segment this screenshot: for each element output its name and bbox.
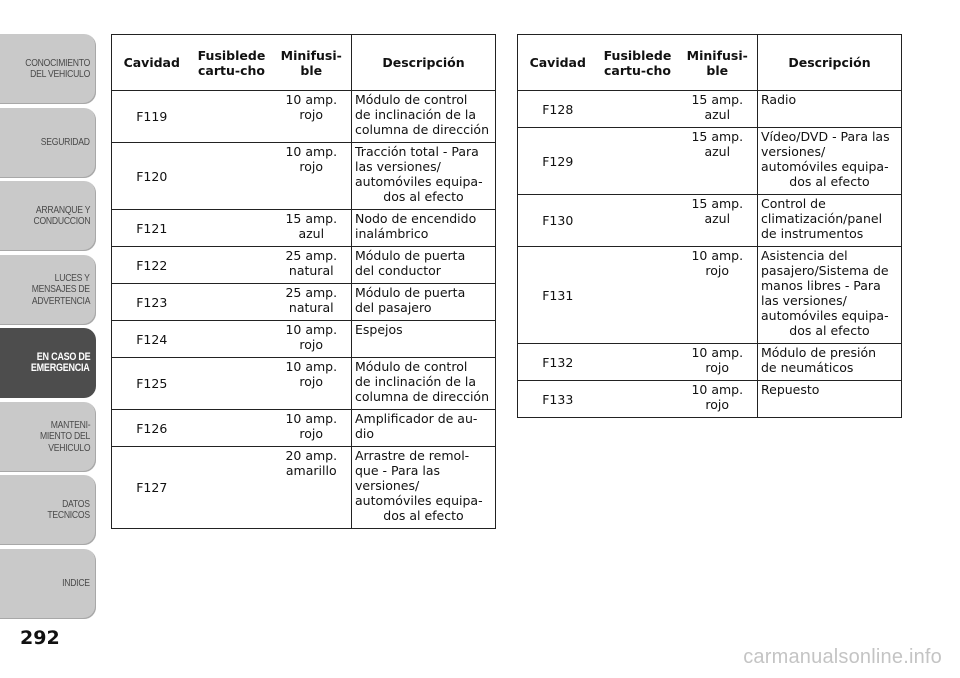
desc-line: manos libres - Para <box>761 278 881 293</box>
cell-cavidad: F123 <box>112 284 192 321</box>
tab-label: DEL VEHICULO <box>30 68 90 80</box>
desc-line: Control de <box>761 196 826 211</box>
cell-minifusible <box>272 410 352 447</box>
table-row <box>112 358 496 410</box>
cell-cavidad: F119 <box>112 91 192 143</box>
amp-line: 10 amp. <box>691 345 744 360</box>
desc-line: automóviles equipa- <box>355 174 483 189</box>
amp-line: rojo <box>299 159 324 174</box>
desc-line: Vídeo/DVD - Para las <box>761 129 890 144</box>
cell-fusible <box>598 344 678 381</box>
tab-label: INDICE <box>62 577 90 590</box>
cell-cavidad: F122 <box>112 247 192 284</box>
amp-rating <box>275 448 349 478</box>
cell-descripcion <box>758 247 902 344</box>
desc-line: de inclinación de la <box>355 107 477 122</box>
tab-indice[interactable] <box>0 549 96 619</box>
desc-line: Nodo de encendido <box>355 211 477 226</box>
amp-line: rojo <box>299 426 324 441</box>
amp-line: 10 amp. <box>691 382 744 397</box>
desc-line: Asistencia del <box>761 248 848 263</box>
tab-label: EMERGENCIA <box>31 362 90 374</box>
amp-line: azul <box>704 144 731 159</box>
tab-conocimiento-del-vehiculo[interactable] <box>0 34 96 104</box>
tab-label: LUCES Y <box>55 271 90 284</box>
cell-cavidad: F128 <box>518 91 598 128</box>
table-row <box>518 128 902 195</box>
cell-fusible <box>192 284 272 321</box>
table-row <box>518 91 902 128</box>
amp-line: rojo <box>705 263 730 278</box>
desc-line: Arrastre de remol- <box>355 448 470 463</box>
desc-line: columna de dirección <box>355 389 489 404</box>
cell-fusible <box>598 91 678 128</box>
cell-fusible <box>192 410 272 447</box>
table-row <box>112 447 496 529</box>
desc-line: Radio <box>761 92 797 107</box>
cell-descripcion <box>352 447 496 529</box>
cell-fusible <box>192 210 272 247</box>
amp-rating <box>275 322 349 352</box>
cell-minifusible <box>678 247 758 344</box>
tab-label: CONOCIMIENTO <box>25 56 90 69</box>
amp-line: 15 amp. <box>285 211 338 226</box>
amp-rating <box>681 345 755 375</box>
tab-seguridad[interactable] <box>0 108 96 178</box>
amp-line: 10 amp. <box>285 92 338 107</box>
amp-rating <box>275 359 349 389</box>
cell-cavidad: F130 <box>518 195 598 247</box>
cell-minifusible <box>272 210 352 247</box>
desc-line: Módulo de presión <box>761 345 877 360</box>
table-header-row <box>112 35 496 91</box>
amp-line: azul <box>704 211 731 226</box>
cell-descripcion <box>352 410 496 447</box>
cell-descripcion <box>352 210 496 247</box>
cell-minifusible <box>272 91 352 143</box>
amp-rating <box>275 92 349 122</box>
desc-line: versiones/ <box>761 144 826 159</box>
desc-line: automóviles equipa- <box>761 308 889 323</box>
amp-line: rojo <box>299 374 324 389</box>
amp-rating <box>681 382 755 412</box>
cell-descripcion <box>758 344 902 381</box>
cell-cavidad: F129 <box>518 128 598 195</box>
watermark: carmanualsonline.info <box>743 646 942 668</box>
cell-minifusible <box>272 358 352 410</box>
cell-minifusible <box>272 143 352 210</box>
table-row <box>112 91 496 143</box>
cell-cavidad: F126 <box>112 410 192 447</box>
cell-cavidad: F125 <box>112 358 192 410</box>
amp-line: 20 amp. <box>285 448 338 463</box>
cell-descripcion <box>352 247 496 284</box>
amp-rating <box>681 129 755 159</box>
tab-mantenimiento-del-vehiculo[interactable] <box>0 402 96 472</box>
amp-rating <box>275 144 349 174</box>
cell-minifusible <box>272 447 352 529</box>
cell-minifusible <box>678 195 758 247</box>
tab-label: MIENTO DEL <box>39 430 90 443</box>
amp-line: rojo <box>705 397 730 412</box>
desc-line: que - Para las <box>355 463 441 478</box>
table-row <box>112 247 496 284</box>
cell-minifusible <box>272 321 352 358</box>
chapter-sidebar <box>0 0 100 630</box>
amp-line: azul <box>704 107 731 122</box>
desc-line: Tracción total - Para <box>355 144 479 159</box>
table-header-row <box>518 35 902 91</box>
amp-rating <box>681 248 755 278</box>
cell-minifusible <box>678 128 758 195</box>
cell-descripcion <box>758 128 902 195</box>
header-fusible: Fusiblede cartu-cho <box>598 35 678 91</box>
cell-minifusible <box>678 91 758 128</box>
amp-line: 10 amp. <box>285 411 338 426</box>
cell-cavidad: F132 <box>518 344 598 381</box>
amp-line: natural <box>288 263 334 278</box>
tab-label: MANTENI- <box>50 418 90 431</box>
header-descripcion: Descripción <box>758 35 902 91</box>
amp-rating <box>275 411 349 441</box>
amp-line: 25 amp. <box>285 248 338 263</box>
cell-descripcion <box>758 381 902 418</box>
tab-luces-y-mensajes[interactable] <box>0 255 96 325</box>
tab-arranque-y-conduccion[interactable] <box>0 181 96 251</box>
cell-descripcion <box>758 91 902 128</box>
desc-line: Módulo de puerta <box>355 285 466 300</box>
cell-cavidad: F127 <box>112 447 192 529</box>
table-row <box>518 344 902 381</box>
desc-line: pasajero/Sistema de <box>761 263 889 278</box>
cell-descripcion <box>352 91 496 143</box>
tab-label: SEGURIDAD <box>41 136 90 149</box>
cell-fusible <box>598 128 678 195</box>
cell-descripcion <box>352 358 496 410</box>
fuse-table-right <box>517 34 902 418</box>
amp-line: azul <box>298 226 325 241</box>
cell-minifusible <box>272 247 352 284</box>
header-minifusible: Minifusi-ble <box>272 35 352 91</box>
header-cavidad: Cavidad <box>518 35 598 91</box>
cell-minifusible <box>272 284 352 321</box>
desc-line: Espejos <box>355 322 403 337</box>
cell-cavidad: F133 <box>518 381 598 418</box>
header-cavidad: Cavidad <box>112 35 192 91</box>
desc-line: dos al efecto <box>383 508 464 523</box>
table-row <box>518 381 902 418</box>
cell-descripcion <box>352 321 496 358</box>
desc-line: dio <box>355 426 375 441</box>
amp-rating <box>275 211 349 241</box>
cell-fusible <box>598 195 678 247</box>
cell-minifusible <box>678 381 758 418</box>
tab-label: CONDUCCION <box>33 215 90 227</box>
amp-line: 10 amp. <box>285 144 338 159</box>
cell-fusible <box>598 247 678 344</box>
desc-line: Módulo de control <box>355 359 468 374</box>
cell-descripcion <box>352 143 496 210</box>
table-row <box>112 143 496 210</box>
page-number: 292 <box>20 627 60 649</box>
desc-line: columna de dirección <box>355 122 489 137</box>
amp-line: rojo <box>299 337 324 352</box>
fuse-table-left <box>111 34 496 529</box>
desc-line: versiones/ <box>355 478 420 493</box>
desc-line: Amplificador de au- <box>355 411 478 426</box>
desc-line: Módulo de control <box>355 92 468 107</box>
amp-rating <box>681 196 755 226</box>
desc-line: inalámbrico <box>355 226 429 241</box>
amp-rating <box>681 92 755 122</box>
cell-fusible <box>192 143 272 210</box>
cell-fusible <box>192 358 272 410</box>
cell-descripcion <box>352 284 496 321</box>
tab-label: MENSAJES DE <box>31 283 90 296</box>
amp-line: amarillo <box>285 463 337 478</box>
desc-line: las versiones/ <box>355 159 441 174</box>
tab-label: VEHICULO <box>47 441 90 454</box>
amp-line: rojo <box>705 360 730 375</box>
tab-label: EN CASO DE <box>36 350 90 363</box>
tab-en-caso-de-emergencia[interactable] <box>0 328 96 398</box>
desc-line: dos al efecto <box>383 189 464 204</box>
header-minifusible: Minifusi-ble <box>678 35 758 91</box>
desc-line: las versiones/ <box>761 293 847 308</box>
tab-label: DATOS <box>62 497 90 510</box>
table-row <box>112 321 496 358</box>
amp-line: 15 amp. <box>691 92 744 107</box>
desc-line: automóviles equipa- <box>761 159 889 174</box>
cell-cavidad: F131 <box>518 247 598 344</box>
cell-descripcion <box>758 195 902 247</box>
desc-line: automóviles equipa- <box>355 493 483 508</box>
table-row <box>518 195 902 247</box>
cell-fusible <box>192 447 272 529</box>
desc-line: Módulo de puerta <box>355 248 466 263</box>
amp-line: 10 amp. <box>285 322 338 337</box>
amp-line: 15 amp. <box>691 196 744 211</box>
tab-label: TECNICOS <box>47 509 90 521</box>
cell-fusible <box>192 321 272 358</box>
desc-line: de instrumentos <box>761 226 864 241</box>
cell-fusible <box>598 381 678 418</box>
desc-line: dos al efecto <box>789 174 870 189</box>
header-descripcion: Descripción <box>352 35 496 91</box>
cell-cavidad: F120 <box>112 143 192 210</box>
tab-datos-tecnicos[interactable] <box>0 475 96 545</box>
desc-line: del pasajero <box>355 300 432 315</box>
amp-line: 25 amp. <box>285 285 338 300</box>
table-row <box>518 247 902 344</box>
cell-fusible <box>192 91 272 143</box>
amp-rating <box>275 285 349 315</box>
desc-line: del conductor <box>355 263 441 278</box>
tab-label: ARRANQUE Y <box>35 203 90 216</box>
table-row <box>112 210 496 247</box>
cell-cavidad: F121 <box>112 210 192 247</box>
amp-line: rojo <box>299 107 324 122</box>
table-row <box>112 410 496 447</box>
desc-line: Repuesto <box>761 382 820 397</box>
tab-label: ADVERTENCIA <box>31 294 90 307</box>
desc-line: climatización/panel <box>761 211 883 226</box>
amp-line: 10 amp. <box>285 359 338 374</box>
amp-line: 10 amp. <box>691 248 744 263</box>
table-row <box>112 284 496 321</box>
amp-rating <box>275 248 349 278</box>
desc-line: dos al efecto <box>789 323 870 338</box>
desc-line: de neumáticos <box>761 360 854 375</box>
amp-line: natural <box>288 300 334 315</box>
cell-cavidad: F124 <box>112 321 192 358</box>
amp-line: 15 amp. <box>691 129 744 144</box>
desc-line: de inclinación de la <box>355 374 477 389</box>
header-fusible: Fusiblede cartu-cho <box>192 35 272 91</box>
cell-minifusible <box>678 344 758 381</box>
cell-fusible <box>192 247 272 284</box>
